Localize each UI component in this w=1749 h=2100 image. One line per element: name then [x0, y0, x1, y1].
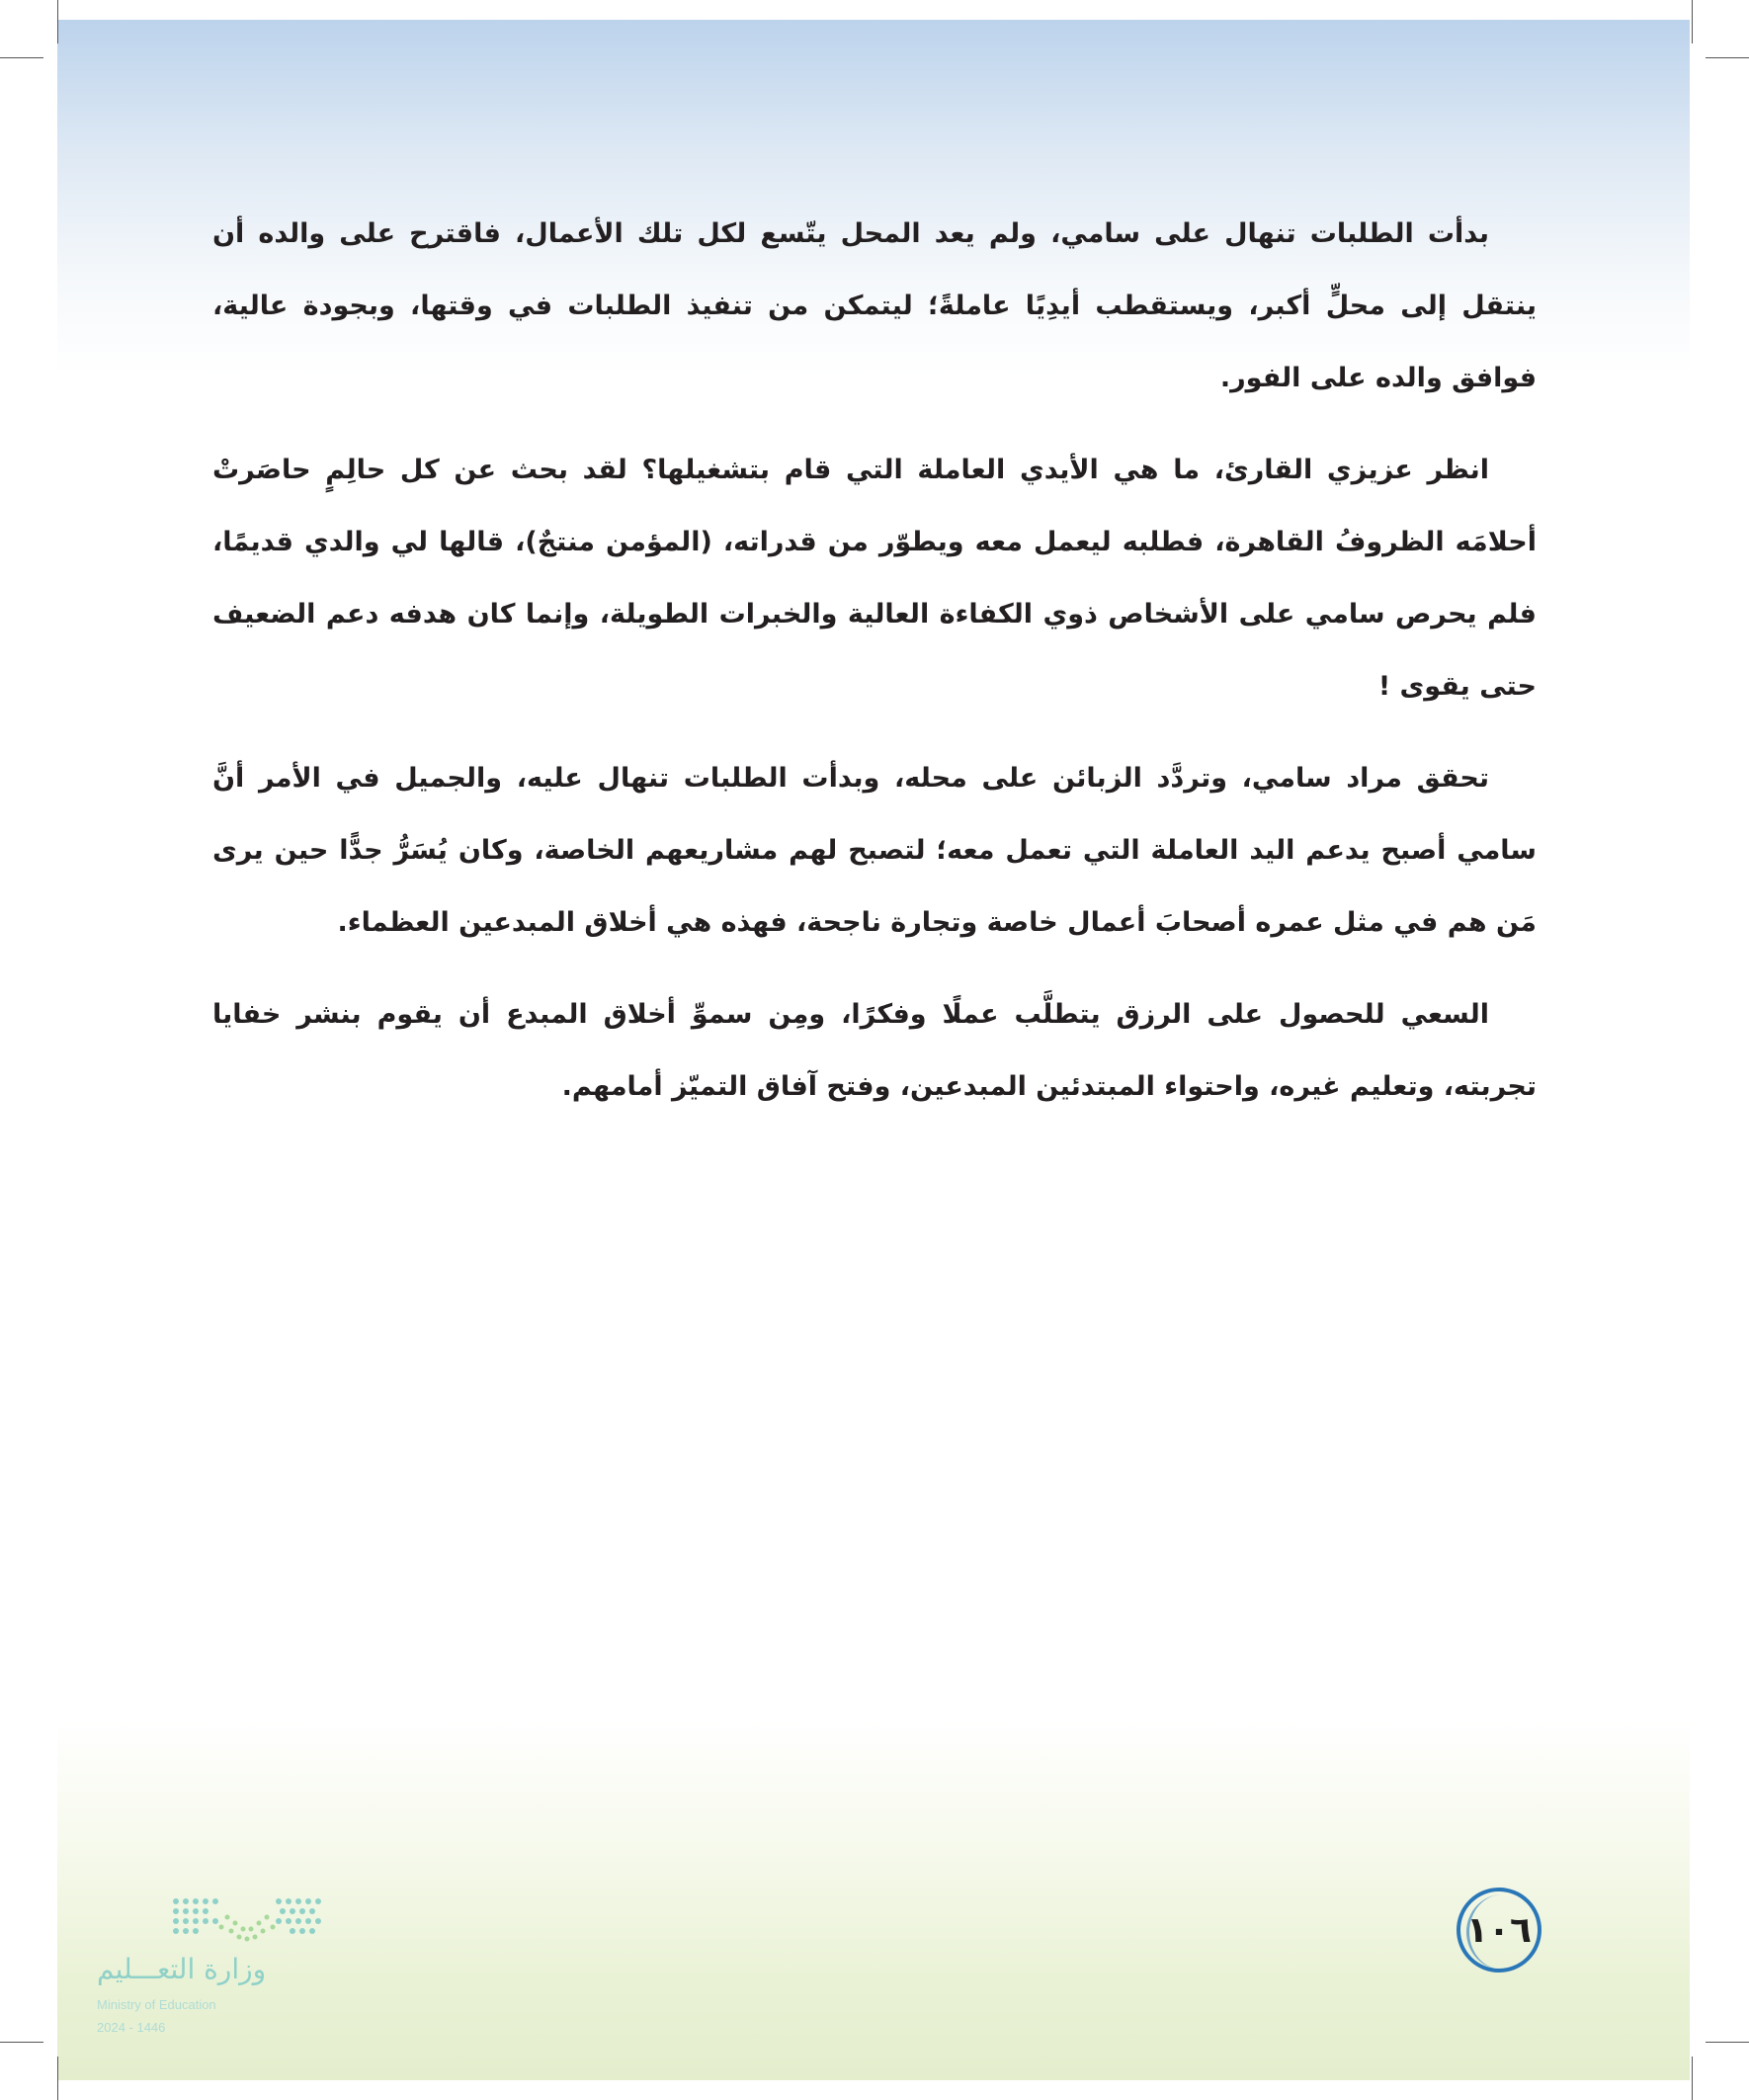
ministry-logo — [95, 1895, 332, 2044]
crop-mark — [1706, 2042, 1749, 2043]
body-text — [212, 198, 1537, 1142]
paragraph: بدأت الطلبات تنهال على سامي، ولم يعد المحل يتّسع لكل تلك الأعمال، فاقترح على والده أن ينتقل إلى محلٍّ أكبر، ويستقطب أيدِيًا عاملةً؛ ليتمكن من تنفيذ الطلبات في وقتها، وبجودة عالية، فوافق والده على الفور. — [212, 218, 1537, 393]
ministry-dots-icon — [170, 1895, 323, 1943]
ministry-name-arabic: وزارة التعـــليم — [97, 1953, 267, 1985]
page-number-text: ١٠٦ — [1466, 1909, 1532, 1951]
crop-mark — [0, 57, 43, 58]
crop-mark — [57, 0, 58, 43]
crop-mark — [1692, 2057, 1693, 2100]
paragraph: السعي للحصول على الرزق يتطلَّب عملًا وفكرًا، ومِن سموِّ أخلاق المبدع أن يقوم بنشر خفايا تجربته، وتعليم غيره، واحتواء المبتدئين المبدعين، وفتح آفاق التميّز أمامهم. — [212, 999, 1537, 1102]
crop-mark — [1706, 57, 1749, 58]
crop-mark — [57, 2057, 58, 2100]
paragraph: تحقق مراد سامي، وتردَّد الزبائن على محله، وبدأت الطلبات تنهال عليه، والجميل في الأمر أنَّ سامي أصبح يدعم اليد العاملة التي تعمل معه؛ لتصبح لهم مشاريعهم الخاصة، وكان يُسَرُّ جدًّا حين يرى مَن هم في مثل عمره أصحابَ أعمال خاصة وتجارة ناجحة، فهذه هي أخلاق المبدعين العظماء. — [212, 763, 1537, 938]
crop-mark — [0, 2042, 43, 2043]
ministry-year: 2024 - 1446 — [97, 2020, 166, 2035]
page-number — [1457, 1888, 1541, 1973]
paragraph: انظر عزيزي القارئ، ما هي الأيدي العاملة التي قام بتشغيلها؟ لقد بحث عن كل حالِمٍ حاصَرتْ أحلامَه الظروفُ القاهرة، فطلبه ليعمل معه ويطوّر من قدراته، (المؤمن منتجٌ)، قالها لي والدي قديمًا، فلم يحرص سامي على الأشخاص ذوي الكفاءة العالية والخبرات الطويلة، وإنما كان هدفه دعم الضعيف حتى يقوى ! — [212, 455, 1537, 702]
ministry-name-english: Ministry of Education — [97, 1997, 216, 2012]
crop-mark — [1692, 0, 1693, 43]
